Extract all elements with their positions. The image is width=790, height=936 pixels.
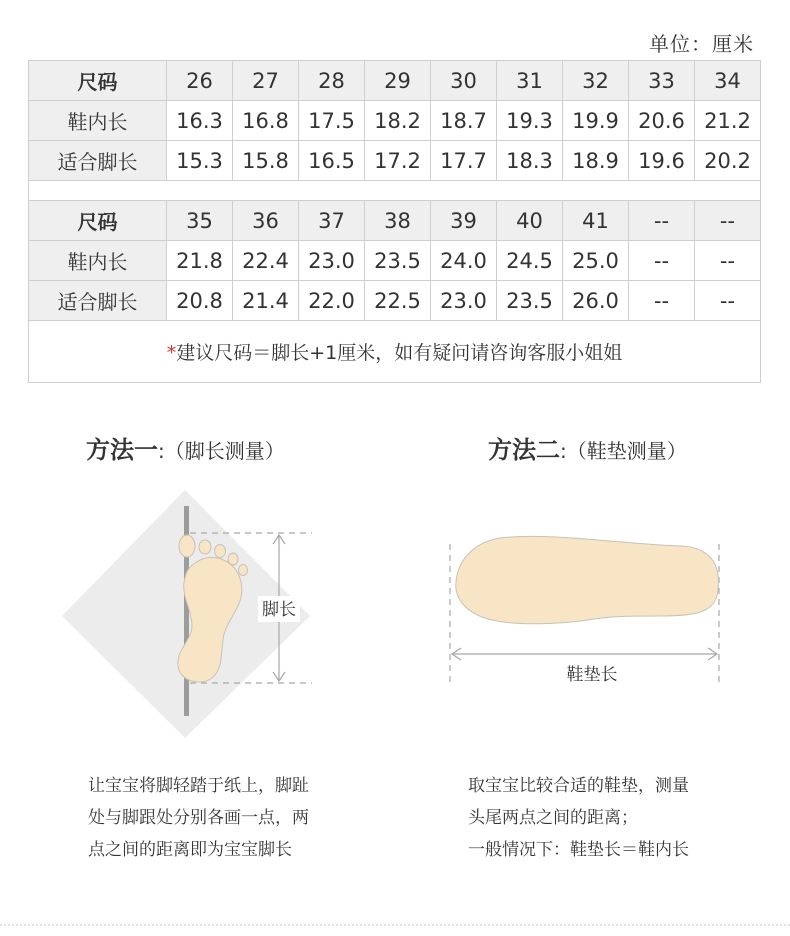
size-row-cell: 36	[233, 201, 299, 241]
size-row-cell: 30	[431, 61, 497, 101]
method2-desc-line: 取宝宝比较合适的鞋垫，测量	[468, 776, 689, 796]
size-row	[29, 61, 761, 101]
method2-desc-line: 头尾两点之间的距离；	[468, 808, 638, 828]
unit-label: 单位：厘米	[649, 32, 754, 56]
foot-length-row-cell: --	[629, 281, 695, 321]
method2-description	[468, 770, 689, 866]
inner-length-row-cell: 18.2	[365, 101, 431, 141]
size-row-cell: 40	[497, 201, 563, 241]
inner-length-row-cell: 16.8	[233, 101, 299, 141]
method1-title	[86, 430, 285, 465]
inner-length-row	[29, 101, 761, 141]
method1-description	[88, 770, 309, 866]
method2-desc-line: 一般情况下：鞋垫长＝鞋内长	[468, 840, 689, 860]
method1-title-main: 方法一	[86, 436, 158, 464]
insole-length-label: 鞋垫长	[566, 665, 618, 685]
method1-desc-line: 点之间的距离即为宝宝脚长	[88, 840, 292, 860]
size-advice-note	[29, 321, 761, 383]
size-row-cell: 38	[365, 201, 431, 241]
method1-desc-line: 处与脚跟处分别各画一点，两	[88, 808, 309, 828]
size-row-cell: 29	[365, 61, 431, 101]
size-table	[28, 60, 761, 383]
method2-title	[488, 430, 687, 465]
size-row-cell: 28	[299, 61, 365, 101]
toe-4	[228, 553, 238, 565]
inner-length-row-cell: 22.4	[233, 241, 299, 281]
big-toe	[179, 535, 195, 557]
note-text: 建议尺码＝脚长+1厘米，如有疑问请咨询客服小姐姐	[176, 342, 623, 364]
note-row	[29, 321, 761, 383]
foot-length-row	[29, 141, 761, 181]
foot-length-row-cell: 21.4	[233, 281, 299, 321]
insole-shape	[456, 536, 719, 623]
size-row-label: 尺码	[29, 61, 167, 101]
note-asterisk: *	[166, 342, 177, 364]
size-row-label: 尺码	[29, 201, 167, 241]
inner-length-row	[29, 241, 761, 281]
inner-length-row-cell: 21.8	[167, 241, 233, 281]
bottom-dotted-divider	[0, 924, 790, 926]
inner-length-row-cell: 24.5	[497, 241, 563, 281]
size-row-cell: 39	[431, 201, 497, 241]
inner-length-row-cell: 18.7	[431, 101, 497, 141]
foot-length-row-cell: --	[695, 281, 761, 321]
inner-length-row-label: 鞋内长	[29, 241, 167, 281]
method1-desc-line: 让宝宝将脚轻踏于纸上，脚趾	[88, 776, 309, 796]
inner-length-row-cell: 23.5	[365, 241, 431, 281]
size-row-cell: --	[629, 201, 695, 241]
foot-length-row-label: 适合脚长	[29, 141, 167, 181]
inner-length-row-cell: 25.0	[563, 241, 629, 281]
method1-title-sub: :（脚长测量）	[158, 439, 285, 463]
foot-length-row-cell: 22.0	[299, 281, 365, 321]
foot-length-row-cell: 17.2	[365, 141, 431, 181]
size-row-cell: 33	[629, 61, 695, 101]
foot-length-row-cell: 26.0	[563, 281, 629, 321]
inner-length-row-cell: 24.0	[431, 241, 497, 281]
foot-measure-diagram	[60, 486, 330, 746]
inner-length-row-cell: 20.6	[629, 101, 695, 141]
foot-length-row-cell: 15.3	[167, 141, 233, 181]
inner-length-row-cell: 23.0	[299, 241, 365, 281]
toe-5	[239, 565, 248, 576]
foot-length-row-cell: 23.0	[431, 281, 497, 321]
toe-3	[215, 545, 226, 558]
toe-2	[199, 540, 211, 554]
inner-length-row-cell: 16.3	[167, 101, 233, 141]
foot-length-row-cell: 16.5	[299, 141, 365, 181]
size-row-cell: 34	[695, 61, 761, 101]
size-row-cell: 35	[167, 201, 233, 241]
foot-length-row-cell: 18.3	[497, 141, 563, 181]
inner-length-row-cell: 19.9	[563, 101, 629, 141]
size-row-cell: 26	[167, 61, 233, 101]
insole-measure-diagram	[440, 530, 730, 690]
foot-length-row-cell: 18.9	[563, 141, 629, 181]
foot-length-row-cell: 17.7	[431, 141, 497, 181]
foot-length-row-cell: 20.2	[695, 141, 761, 181]
inner-length-row-cell: 21.2	[695, 101, 761, 141]
method2-title-sub: :（鞋垫测量）	[560, 439, 687, 463]
inner-length-row-cell: 17.5	[299, 101, 365, 141]
foot-length-row-cell: 22.5	[365, 281, 431, 321]
inner-length-row-label: 鞋内长	[29, 101, 167, 141]
inner-length-row-cell: --	[695, 241, 761, 281]
size-row-cell: 37	[299, 201, 365, 241]
size-row-cell: 27	[233, 61, 299, 101]
size-row	[29, 201, 761, 241]
size-row-cell: 41	[563, 201, 629, 241]
foot-length-row-cell: 23.5	[497, 281, 563, 321]
foot-length-row-cell: 15.8	[233, 141, 299, 181]
inner-length-row-cell: --	[629, 241, 695, 281]
size-row-cell: --	[695, 201, 761, 241]
inner-length-row-cell: 19.3	[497, 101, 563, 141]
size-row-cell: 31	[497, 61, 563, 101]
foot-length-row-cell: 19.6	[629, 141, 695, 181]
foot-length-row-label: 适合脚长	[29, 281, 167, 321]
size-row-cell: 32	[563, 61, 629, 101]
method2-title-main: 方法二	[488, 436, 560, 464]
foot-length-row-cell: 20.8	[167, 281, 233, 321]
foot-length-label: 脚长	[262, 600, 296, 620]
table-gap-row	[29, 181, 761, 201]
foot-length-row	[29, 281, 761, 321]
